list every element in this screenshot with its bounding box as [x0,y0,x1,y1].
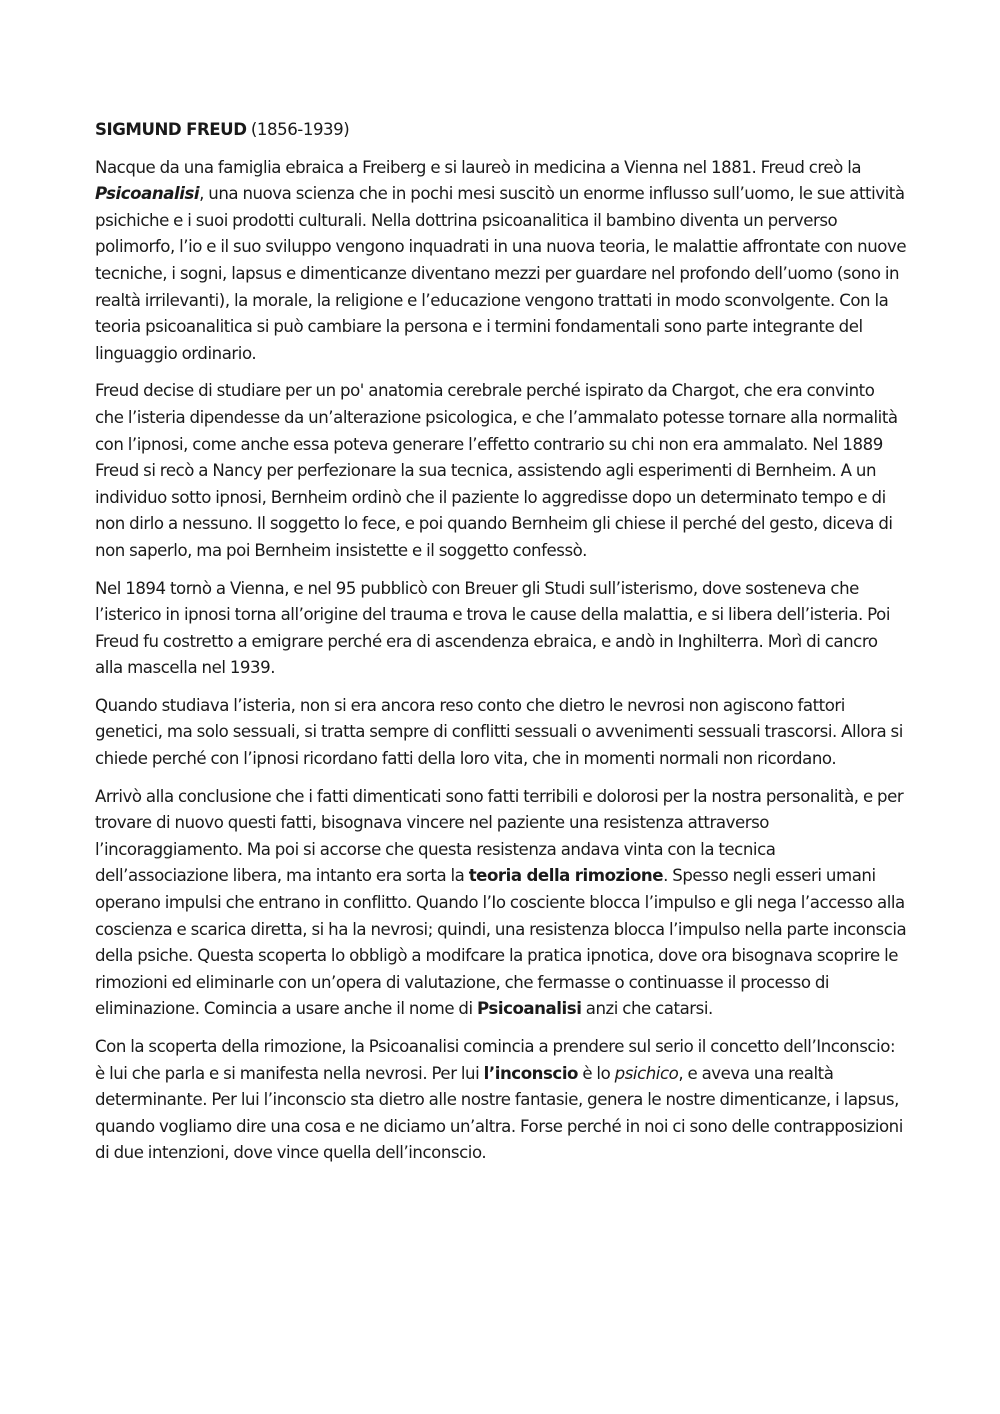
author-dates: (1856-1939) [246,120,350,139]
paragraph-4: Quando studiava l’isteria, non si era ancora reso conto che dietro le nevrosi non agiscono fattori genetici, ma solo sessuali, si tratta sempre di conflitti sessuali o avvenimenti sessuali trascorsi. Allora si chiede perché con l’ipnosi ricordano fatti della loro vita, che in momenti normali non ricordano. [95,695,903,769]
paragraph-6-text-a: Con la scoperta della rimozione, la Psicoanalisi comincia a prendere sul serio il concetto dell’Inconscio: è lui che parla e si manifesta nella nevrosi. Per lui [95,1037,896,1083]
paragraph-5-text-c: . Spesso negli esseri umani operano impulsi che entrano in conflitto. Quando l’Io cosciente blocca l’impulso e gli nega l’accesso alla coscienza e scarica diretta, si ha la nevrosi; quindi, una resistenza blocca l’impulso nella parte inconscia della psiche. Questa scoperta lo obbligò a modifcare la pratica ipnotica, dove ora bisognava scoprire le rimozioni ed eliminarle con un’opera di valutazione, che fermasse o continuasse il processo di eliminazione. Comincia a usare anche il nome di [95,866,907,1019]
paragraph-2: Freud decise di studiare per un po' anatomia cerebrale perché ispirato da Chargot, che era convinto che l’isteria dipendesse da un’alterazione psicologica, e che l’ammalato potesse tornare alla normalità con l’ipnosi, come anche essa poteva generare l’effetto contrario su chi non era ammalato. Nel 1889 Freud si recò a Nancy per perfezionare la sua tecnica, assistendo agli esperimenti di Bernheim. A un individuo sotto ipnosi, Bernheim ordinò che il paziente lo aggredisse dopo un determinato tempo e di non dirlo a nessuno. Il soggetto lo fece, e poi quando Bernheim gli chiese il perché del gesto, diceva di non saperlo, ma poi Bernheim insistette e il soggetto confessò. [95,381,898,560]
paragraph-6-text-c: è lo [578,1063,615,1083]
teoria-rimozione-bold: teoria della rimozione [468,866,664,886]
paragraph-1-text-c: , una nuova scienza che in pochi mesi suscitò un enorme influsso sull’uomo, le sue attività psichiche e i suoi prodotti culturali. Nella dottrina psicoanalitica il bambino diventa un perverso polimorfo, l’io e il suo sviluppo vengono inquadrati in una nuova teoria, le malattie affrontate con nuove tecniche, i sogni, lapsus e dimenticanze diventano mezzi per guardare nel profondo dell’uomo (sono in realtà irrilevanti), la morale, la religione e l’educazione vengono trattati in modo sconvolgente. Con la teoria psicoanalitica si può cambiare la persona e i termini fondamentali sono parte integrante del linguaggio ordinario. [95,184,907,363]
paragraph-5-text-e: anzi che catarsi. [581,999,713,1019]
paragraph-1-text-a: Nacque da una famiglia ebraica a Freiberg e si laureò in medicina a Vienna nel 1881. Freud creò la [95,157,862,177]
psicoanalisi-bold: Psicoanalisi [477,999,582,1019]
inconscio-bold: l’inconscio [483,1063,579,1083]
paragraph-5 [95,784,907,1023]
paragraph-1 [95,155,907,368]
paragraph-5-text-a: Arrivò alla conclusione che i fatti dimenticati sono fatti terribili e dolorosi per la nostra personalità, e per trovare di nuovo questi fatti, bisognava vincere nel paziente una resistenza attraverso l’incoraggiamento. Ma poi si accorse che questa resistenza andava vinta con la tecnica dell’associazione libera, ma intanto era sorta la [95,786,904,886]
document-heading [95,117,907,144]
psichico-italic: psichico [614,1063,679,1083]
psicoanalisi-emphasis: Psicoanalisi [95,184,200,204]
document-page [95,117,907,1178]
paragraph-6-text-e: , e aveva una realtà determinante. Per lui l’inconscio sta dietro alle nostre fantasie, genera le nostre dimenticanze, i lapsus, quando vogliamo dire una cosa e ne diciamo un’altra. Forse perché in noi ci sono delle contrapposizioni di due intenzioni, dove vince quella dell’inconscio. [95,1063,903,1163]
author-name: SIGMUND FREUD [95,120,247,139]
paragraph-6 [95,1034,907,1167]
paragraph-3: Nel 1894 tornò a Vienna, e nel 95 pubblicò con Breuer gli Studi sull’isterismo, dove sosteneva che l’isterico in ipnosi torna all’origine del trauma e trova le cause della malattia, e si libera dell’isteria. Poi Freud fu costretto a emigrare perché era di ascendenza ebraica, e andò in Inghilterra. Morì di cancro alla mascella nel 1939. [95,578,891,678]
